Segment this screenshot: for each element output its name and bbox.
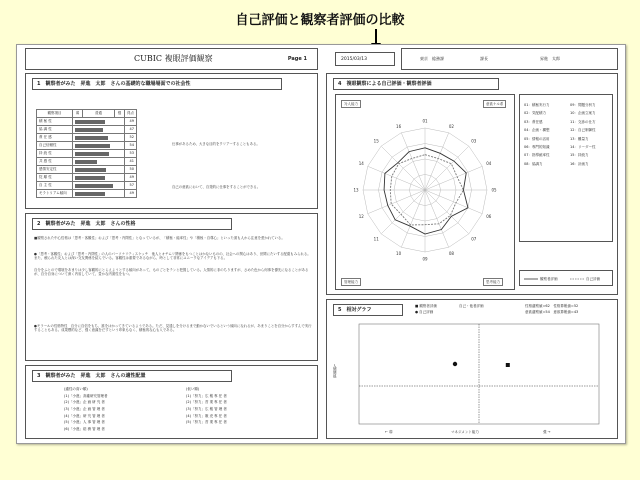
dimension-item: 02：気配積力 <box>524 111 546 116</box>
scatter-y-label: 人間関係 <box>333 364 338 378</box>
aptitude-high-item: (2)「小進」企 画 研 究 者 <box>64 400 105 405</box>
trait-label: 従 順 性 <box>37 174 73 182</box>
radar-axis-label: 05 <box>491 187 497 193</box>
dimension-list-b <box>570 101 595 168</box>
trait-row <box>37 142 137 150</box>
aptitude-high-item: (6)「小進」総 務 管 理 者 <box>64 426 105 431</box>
scatter-legend-observer: ■ 観察者評価 <box>415 304 437 308</box>
section1-title: 1 観察者がみた 昇進 太郎 さんの基礎的な職場場面での社会性 <box>32 78 282 90</box>
trait-bar-cell <box>73 142 125 150</box>
radar-axis-label: 09 <box>422 256 428 262</box>
radar-axis-label: 04 <box>486 161 492 167</box>
trait-bar <box>75 176 105 180</box>
trait-bar-cell <box>73 182 125 190</box>
section2-paragraph1: ■観察された中心性格は「思考・客観性」および「思考・内閉性」となっているが、「積極・能率性」や「積極・自尊心」といった面も人から注意を惹かれている。 <box>34 236 285 240</box>
trait-bar-cell <box>73 158 125 166</box>
radar-legend-observer: 観察者評価 <box>540 277 558 281</box>
radar-axis-label: 06 <box>486 213 492 219</box>
trait-table-header <box>37 110 137 118</box>
radar-axis-label: 10 <box>396 251 402 257</box>
scatter-stat1: 性格適察値=62 性格算帳値=52 <box>525 304 579 308</box>
dimension-item: 10：企画立案力 <box>570 111 596 116</box>
section1-note1: 仕事があるため、大きな目的をクリアーすることもある。 <box>172 142 260 146</box>
trait-bar <box>75 128 103 132</box>
trait-row <box>37 182 137 190</box>
trait-row <box>37 134 137 142</box>
dimension-item: 06：専門的知識 <box>524 144 550 149</box>
trait-score: 54 <box>125 142 137 150</box>
trait-score: 47 <box>125 126 137 134</box>
aptitude-low-items <box>186 393 227 426</box>
trait-bar-cell <box>73 150 125 158</box>
radar-axis-label: 13 <box>353 187 359 193</box>
radar-axis-label: 08 <box>448 251 454 257</box>
trait-bar <box>75 192 105 196</box>
scatter-point-observer <box>506 363 510 367</box>
section3-panel <box>25 365 318 439</box>
section2-paragraph4: ●モラールの性格特性 自分に自信をもち、誰をはかってきているようである。ただ、見通しを分けるまで動かないでいるという傾向になれるが、あまりことを自分からすすんで実行することもある。成果標的など、強く意識をだすという印象もなく、積極的な心も入である。 <box>34 324 312 333</box>
scatter-legend-observer-text: 観察者評価 <box>419 304 437 308</box>
aptitude-low-item: (5)「努力」営 業 専 任 者 <box>186 420 227 425</box>
trait-bar <box>75 152 109 156</box>
trait-bar <box>75 120 105 124</box>
page-number: Page 1 <box>287 56 307 62</box>
trait-row <box>37 150 137 158</box>
aptitude-low-item: (2)「努力」営 業 専 任 者 <box>186 400 227 405</box>
radar-axis-label: 15 <box>373 138 379 144</box>
section1-panel <box>25 73 318 209</box>
section2-paragraph3: 自分をふとので環境をあまりは少し客観的にとらえようとする傾向があって、ものごとをテンと把握している。人情的に非のちりますが、さめた色から何事を優先になることがあるが、自分自身について深く内省していて、豊かな内面性をもつ。 <box>34 268 309 277</box>
trait-score: 50 <box>125 166 137 174</box>
radar-spoke <box>381 146 425 190</box>
report-title-box <box>25 48 318 70</box>
report-sheet <box>16 44 626 444</box>
trait-score: 41 <box>125 158 137 166</box>
dimension-item: 01：積極実行力 <box>524 103 550 107</box>
dimension-item: 13：難量力 <box>570 136 589 141</box>
trait-score: 49 <box>125 190 137 198</box>
trait-header-strong: 強 <box>115 110 125 118</box>
trait-header-normal: 普通 <box>83 110 115 118</box>
trait-bar-cell <box>73 174 125 182</box>
dimension-item: 15：持続力 <box>570 153 589 158</box>
aptitude-high-item: (4)「小進」研 究 管 理 者 <box>64 413 105 418</box>
radar-label-bottom-right: 思考能力 <box>483 278 503 286</box>
person-name: 昇進 太郎 <box>540 56 560 61</box>
radar-spoke <box>381 190 425 234</box>
aptitude-low-item: (4)「努力」販 売 専 任 者 <box>186 413 227 418</box>
radar-axis-label: 14 <box>358 161 364 167</box>
section4-panel <box>326 73 618 295</box>
trait-label: 責 任 感 <box>37 134 73 142</box>
trait-row <box>37 118 137 126</box>
date-box <box>335 52 395 66</box>
trait-score: 49 <box>125 174 137 182</box>
radar-axis-label: 12 <box>358 213 364 219</box>
trait-label: 自己信頼性 <box>37 142 73 150</box>
trait-table-body <box>37 118 137 198</box>
aptitude-high-list <box>64 386 107 432</box>
radar-label-top-right: 意欲ケル系 <box>483 100 506 108</box>
trait-label: 協 調 性 <box>37 126 73 134</box>
company: 東京 総務課 <box>420 56 444 61</box>
trait-label: モラトリアム傾向 <box>37 190 73 198</box>
aptitude-high-heading: (適性の高い順) <box>64 387 88 391</box>
trait-table <box>36 109 137 198</box>
scatter-chart <box>337 318 609 436</box>
dimension-item: 07：指導統率性 <box>524 153 550 158</box>
trait-row <box>37 190 137 198</box>
radar-chart <box>335 94 515 290</box>
trait-score: 53 <box>125 150 137 158</box>
scatter-x-label-mid: マネジメント能力 <box>451 430 479 434</box>
dimension-item: 12：自己制御性 <box>570 128 596 133</box>
dimension-item: 03：責任感 <box>524 119 543 124</box>
section3-title: 3 観察者がみた 昇進 太郎 さんの適性配置 <box>32 370 232 382</box>
scatter-legend-avg: 自己・他者評価 <box>459 304 484 308</box>
person-box <box>401 48 618 70</box>
trait-bar-cell <box>73 166 125 174</box>
dimension-item: 05：情報の活用 <box>524 136 550 141</box>
section1-note2: 自己の意欲において、自発的に仕事をすることができる。 <box>172 185 261 189</box>
dimension-item: 09：問題分析力 <box>570 103 596 107</box>
dimension-item: 04：企画・構想 <box>524 128 550 133</box>
scatter-point-self <box>453 362 457 366</box>
dimension-item: 14：リーダー性 <box>570 144 596 149</box>
radar-axis-label: 01 <box>422 118 428 124</box>
trait-row <box>37 126 137 134</box>
radar-axis-label: 03 <box>471 138 477 144</box>
trait-header-item: 観察項目 <box>37 110 73 118</box>
dimension-item: 16：計画力 <box>570 161 589 166</box>
section5-title: 5 相対グラフ <box>333 304 403 316</box>
radar-label-top-left: 対人能力 <box>341 100 361 108</box>
trait-bar <box>75 136 108 140</box>
trait-header-score: 得点 <box>125 110 137 118</box>
scatter-legend-self-text: 自己評価 <box>419 310 434 314</box>
radar-spoke <box>425 190 469 234</box>
radar-axis-label: 11 <box>373 236 379 242</box>
trait-bar-cell <box>73 134 125 142</box>
aptitude-high-item: (5)「小進」人 事 管 理 者 <box>64 420 105 425</box>
radar-axis-label: 02 <box>448 123 454 129</box>
scatter-x-label-left: ← 弱 <box>385 430 393 434</box>
aptitude-low-heading: (低い順) <box>186 387 200 391</box>
section2-panel <box>25 213 318 361</box>
section2-title: 2 観察者がみた 昇進 太郎 さんの性格 <box>32 218 232 230</box>
dimension-list-box <box>519 94 613 242</box>
trait-bar-cell <box>73 190 125 198</box>
trait-label: 感情安定性 <box>37 166 73 174</box>
aptitude-low-list <box>186 386 227 426</box>
trait-score: 57 <box>125 182 137 190</box>
trait-label: 自 主 性 <box>37 182 73 190</box>
report-title: CUBIC 複眼評価観察 <box>134 54 213 63</box>
report-date: 2015/03/13 <box>341 57 367 62</box>
section5-panel <box>326 299 618 439</box>
trait-label: 共 感 性 <box>37 158 73 166</box>
trait-label: 持 続 性 <box>37 150 73 158</box>
radar-spoke <box>425 146 469 190</box>
aptitude-high-items <box>64 393 107 433</box>
trait-bar <box>75 184 113 188</box>
trait-bar-cell <box>73 126 125 134</box>
trait-score: 52 <box>125 134 137 142</box>
trait-bar-cell <box>73 118 125 126</box>
section2-paragraph2: ●「思考・客観性」および「思考・内閉性」の人のパーソナリティスケッチ 他人とオチムリ関係をもつことはかないものの、社会への関心はあり、世間にたいする配慮もみられる。また、頼られた友人とは深い交友関係を結んでいる。客観性は重要であるながら、時として非常にユニークなアイデアも下る。 <box>34 252 311 261</box>
caption: 自己評価と観察者評価の比較 <box>235 13 405 28</box>
aptitude-high-item: (1)「小進」高確研究管理者 <box>64 393 108 398</box>
trait-row <box>37 166 137 174</box>
trait-header-weak: 弱 <box>73 110 83 118</box>
dimension-item: 08：協調力 <box>524 161 543 166</box>
dimension-item: 11：交渉の仕方 <box>570 119 596 124</box>
trait-row <box>37 174 137 182</box>
trait-score: 49 <box>125 118 137 126</box>
trait-label: 積 極 性 <box>37 118 73 126</box>
dimension-list-a <box>524 101 549 168</box>
trait-bar <box>75 144 110 148</box>
aptitude-high-item: (3)「小進」企 画 管 理 者 <box>64 406 105 411</box>
scatter-x-label-right: 強 → <box>543 430 551 434</box>
scatter-legend-self: ● 自己評価 <box>415 310 434 314</box>
section4-title: 4 複眼観察による自己評価・観察者評価 <box>333 78 499 90</box>
radar-axis-label: 07 <box>471 236 477 242</box>
position: 課長 <box>480 56 488 61</box>
radar-legend <box>519 270 613 286</box>
scatter-stat2: 意欲適察値=54 意欲算帳値=43 <box>525 310 579 314</box>
trait-bar <box>75 168 106 172</box>
trait-bar <box>75 160 97 164</box>
aptitude-low-item: (1)「努力」広 報 専 任 者 <box>186 393 227 398</box>
radar-axis-label: 16 <box>396 123 402 129</box>
trait-row <box>37 158 137 166</box>
aptitude-low-item: (3)「努力」広 報 管 理 者 <box>186 406 227 411</box>
radar-legend-self: 自己評価 <box>586 277 600 281</box>
radar-label-bottom-left: 管理能力 <box>341 278 361 286</box>
